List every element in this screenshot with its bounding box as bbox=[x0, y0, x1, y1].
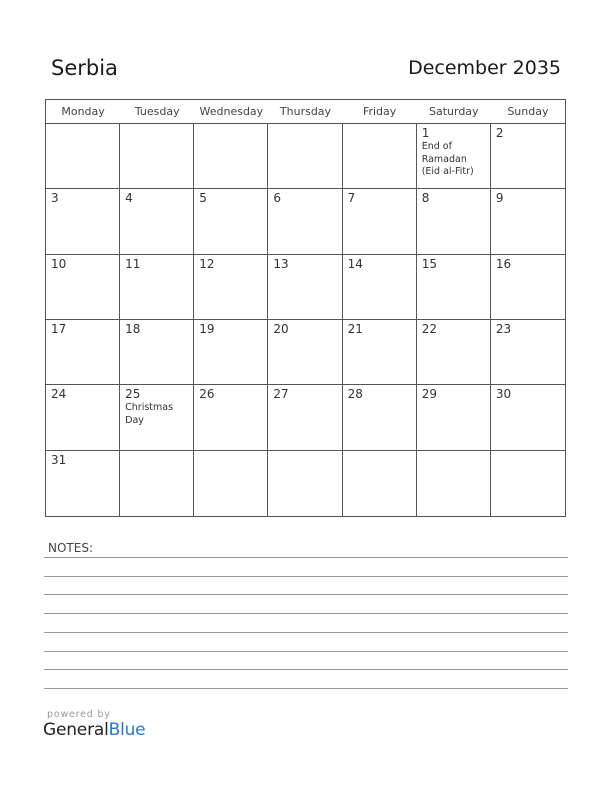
day-cell bbox=[120, 189, 194, 254]
day-number: 20 bbox=[273, 322, 289, 336]
day-number: 13 bbox=[273, 256, 289, 271]
day-number: 4 bbox=[125, 191, 133, 206]
day-cell bbox=[417, 255, 491, 320]
day-number: 22 bbox=[421, 322, 437, 336]
day-cell bbox=[268, 255, 342, 320]
day-number: 14 bbox=[347, 256, 363, 271]
day-cell bbox=[46, 124, 120, 189]
day-cell bbox=[343, 320, 417, 385]
day-number: 25 bbox=[125, 387, 141, 402]
day-cell bbox=[194, 189, 268, 254]
day-cell bbox=[343, 385, 417, 450]
day-cell bbox=[120, 451, 194, 516]
day-cell bbox=[343, 189, 417, 254]
brand-name-blue: Blue bbox=[108, 720, 146, 740]
day-number: 29 bbox=[421, 387, 437, 402]
weekday-sunday: Sunday bbox=[507, 105, 549, 118]
day-number: 19 bbox=[199, 322, 215, 336]
day-cell bbox=[46, 385, 120, 450]
day-number: 2 bbox=[495, 126, 504, 140]
brand-logo bbox=[43, 720, 145, 740]
weekday-thursday: Thursday bbox=[279, 105, 332, 118]
day-cell bbox=[268, 320, 342, 385]
day-number: 16 bbox=[495, 256, 512, 271]
day-cell bbox=[491, 189, 565, 254]
day-number: 6 bbox=[273, 191, 282, 206]
day-number: 11 bbox=[125, 256, 141, 271]
calendar-grid bbox=[45, 99, 566, 517]
day-number: 9 bbox=[495, 191, 504, 206]
day-cell bbox=[194, 255, 268, 320]
day-cell bbox=[120, 320, 194, 385]
note-line bbox=[44, 557, 568, 558]
note-line bbox=[44, 669, 568, 670]
powered-by-text: powered by bbox=[47, 709, 111, 720]
day-cell bbox=[491, 320, 565, 385]
day-cell bbox=[194, 451, 268, 516]
day-cell bbox=[491, 124, 565, 189]
day-cell bbox=[194, 124, 268, 189]
holiday-label: End of Ramadan (Eid al-Fitr) bbox=[421, 141, 474, 177]
day-cell bbox=[120, 385, 194, 450]
weekday-wednesday: Wednesday bbox=[199, 105, 264, 118]
day-cell bbox=[120, 124, 194, 189]
day-number: 23 bbox=[495, 322, 512, 336]
note-line bbox=[44, 594, 568, 595]
day-number: 1 bbox=[421, 126, 430, 140]
day-number: 17 bbox=[51, 322, 67, 336]
day-cell bbox=[417, 451, 491, 516]
day-cell bbox=[491, 255, 565, 320]
day-cell bbox=[46, 189, 120, 254]
note-line bbox=[44, 632, 568, 633]
day-cell bbox=[194, 385, 268, 450]
day-cell bbox=[417, 385, 491, 450]
day-cell bbox=[268, 124, 342, 189]
day-cell bbox=[46, 320, 120, 385]
day-number: 15 bbox=[421, 256, 437, 271]
note-line bbox=[44, 613, 568, 614]
weekday-friday: Friday bbox=[362, 105, 397, 118]
weekday-tuesday: Tuesday bbox=[134, 105, 180, 118]
note-line bbox=[44, 688, 568, 689]
day-cell bbox=[491, 385, 565, 450]
day-cell bbox=[268, 189, 342, 254]
country-title: Serbia bbox=[51, 56, 118, 80]
day-cell bbox=[268, 385, 342, 450]
day-number: 12 bbox=[199, 256, 215, 271]
day-number: 28 bbox=[347, 387, 363, 402]
day-number: 26 bbox=[199, 387, 215, 402]
day-number: 31 bbox=[51, 452, 67, 467]
day-cell bbox=[417, 320, 491, 385]
holiday-label: Christmas Day bbox=[125, 402, 174, 426]
weekday-header-row bbox=[46, 100, 565, 124]
day-cell bbox=[46, 255, 120, 320]
day-cell bbox=[268, 451, 342, 516]
day-cell bbox=[491, 451, 565, 516]
day-cell bbox=[343, 451, 417, 516]
day-number: 27 bbox=[273, 387, 289, 402]
weekday-monday: Monday bbox=[61, 105, 105, 118]
day-number: 8 bbox=[421, 191, 430, 206]
note-line bbox=[44, 651, 568, 652]
day-cell bbox=[120, 255, 194, 320]
note-line bbox=[44, 576, 568, 577]
day-number: 3 bbox=[51, 191, 59, 206]
day-number: 7 bbox=[347, 191, 356, 206]
day-cell bbox=[417, 189, 491, 254]
day-number: 30 bbox=[495, 387, 512, 402]
day-cell bbox=[417, 124, 491, 189]
weekday-saturday: Saturday bbox=[428, 105, 479, 118]
day-number: 10 bbox=[51, 256, 67, 271]
day-number: 18 bbox=[125, 322, 141, 336]
day-cell bbox=[343, 255, 417, 320]
day-number: 21 bbox=[347, 322, 363, 336]
day-number: 5 bbox=[199, 191, 207, 206]
brand-name-general: General bbox=[43, 720, 109, 740]
day-grid bbox=[46, 124, 565, 516]
notes-label: NOTES: bbox=[48, 541, 93, 555]
day-number: 24 bbox=[51, 387, 67, 402]
day-cell bbox=[343, 124, 417, 189]
day-cell bbox=[194, 320, 268, 385]
month-year-title: December 2035 bbox=[408, 57, 561, 79]
day-cell bbox=[46, 451, 120, 516]
